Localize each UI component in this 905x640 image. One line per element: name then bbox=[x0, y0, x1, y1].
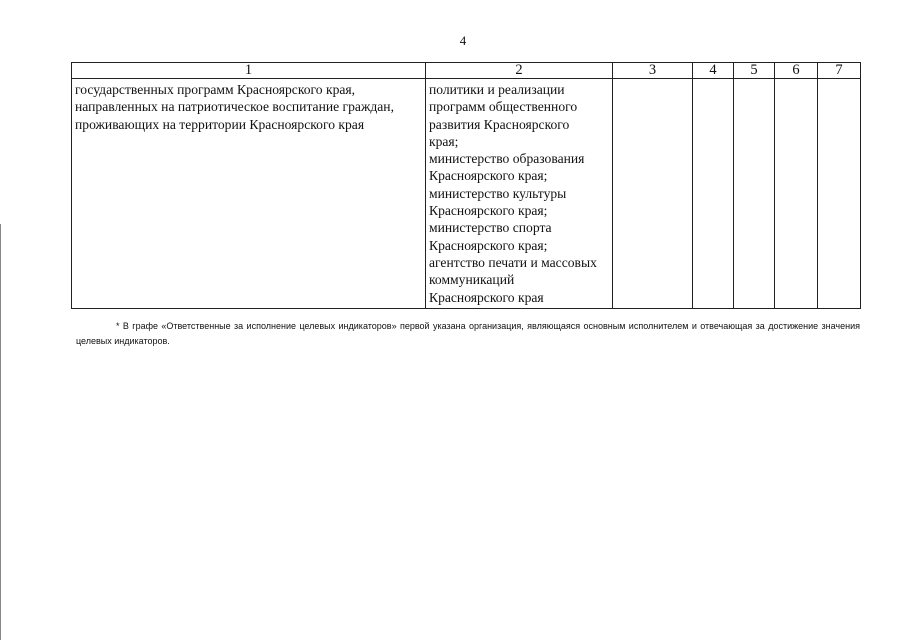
cell-text-line: агентство печати и массовых bbox=[429, 254, 597, 270]
cell-responsible bbox=[426, 79, 613, 309]
cell-text-line: государственных программ Красноярского края, bbox=[75, 82, 356, 97]
column-header-1: 1 bbox=[72, 63, 426, 79]
indicators-table bbox=[71, 62, 861, 309]
table-header-row bbox=[72, 63, 861, 79]
cell-text-line: Красноярского края; bbox=[429, 168, 548, 184]
cell-text-line: края; bbox=[429, 133, 459, 149]
scan-edge-line bbox=[0, 224, 1, 640]
cell-text-line: проживающих на территории Красноярского края bbox=[75, 116, 365, 132]
cell-text-line: министерство спорта bbox=[429, 220, 552, 236]
cell-col-5 bbox=[734, 79, 775, 309]
cell-text-line: направленных на патриотическое воспитание граждан, bbox=[75, 99, 394, 115]
cell-text-line: программ общественного bbox=[429, 99, 578, 115]
column-header-3: 3 bbox=[613, 63, 693, 79]
cell-text-line: политики и реализации bbox=[429, 82, 565, 97]
page-number: 4 bbox=[459, 33, 467, 48]
cell-text-line: развития Красноярского bbox=[429, 116, 570, 132]
cell-col-4 bbox=[693, 79, 734, 309]
cell-text-line: коммуникаций bbox=[429, 272, 515, 288]
cell-text-line: министерство культуры bbox=[429, 185, 567, 201]
cell-indicator-name bbox=[72, 79, 426, 309]
cell-col-3 bbox=[613, 79, 693, 309]
column-header-6: 6 bbox=[775, 63, 818, 79]
cell-col-6 bbox=[775, 79, 818, 309]
cell-text-line: Красноярского края bbox=[429, 289, 544, 305]
table-row bbox=[72, 79, 861, 309]
cell-text-line: Красноярского края; bbox=[429, 203, 548, 219]
column-header-5: 5 bbox=[734, 63, 775, 79]
column-header-7: 7 bbox=[818, 63, 861, 79]
footnote bbox=[76, 319, 860, 349]
cell-text-line: Красноярского края; bbox=[429, 237, 548, 253]
column-header-2: 2 bbox=[426, 63, 613, 79]
cell-text-line: министерство образования bbox=[429, 151, 585, 167]
footnote-text: * В графе «Ответственные за исполнение целевых индикаторов» первой указана организация, являющаяся основным исполнителем и отвечающая за достижение значения целевых индикаторов. bbox=[76, 321, 860, 346]
cell-col-7 bbox=[818, 79, 861, 309]
column-header-4: 4 bbox=[693, 63, 734, 79]
